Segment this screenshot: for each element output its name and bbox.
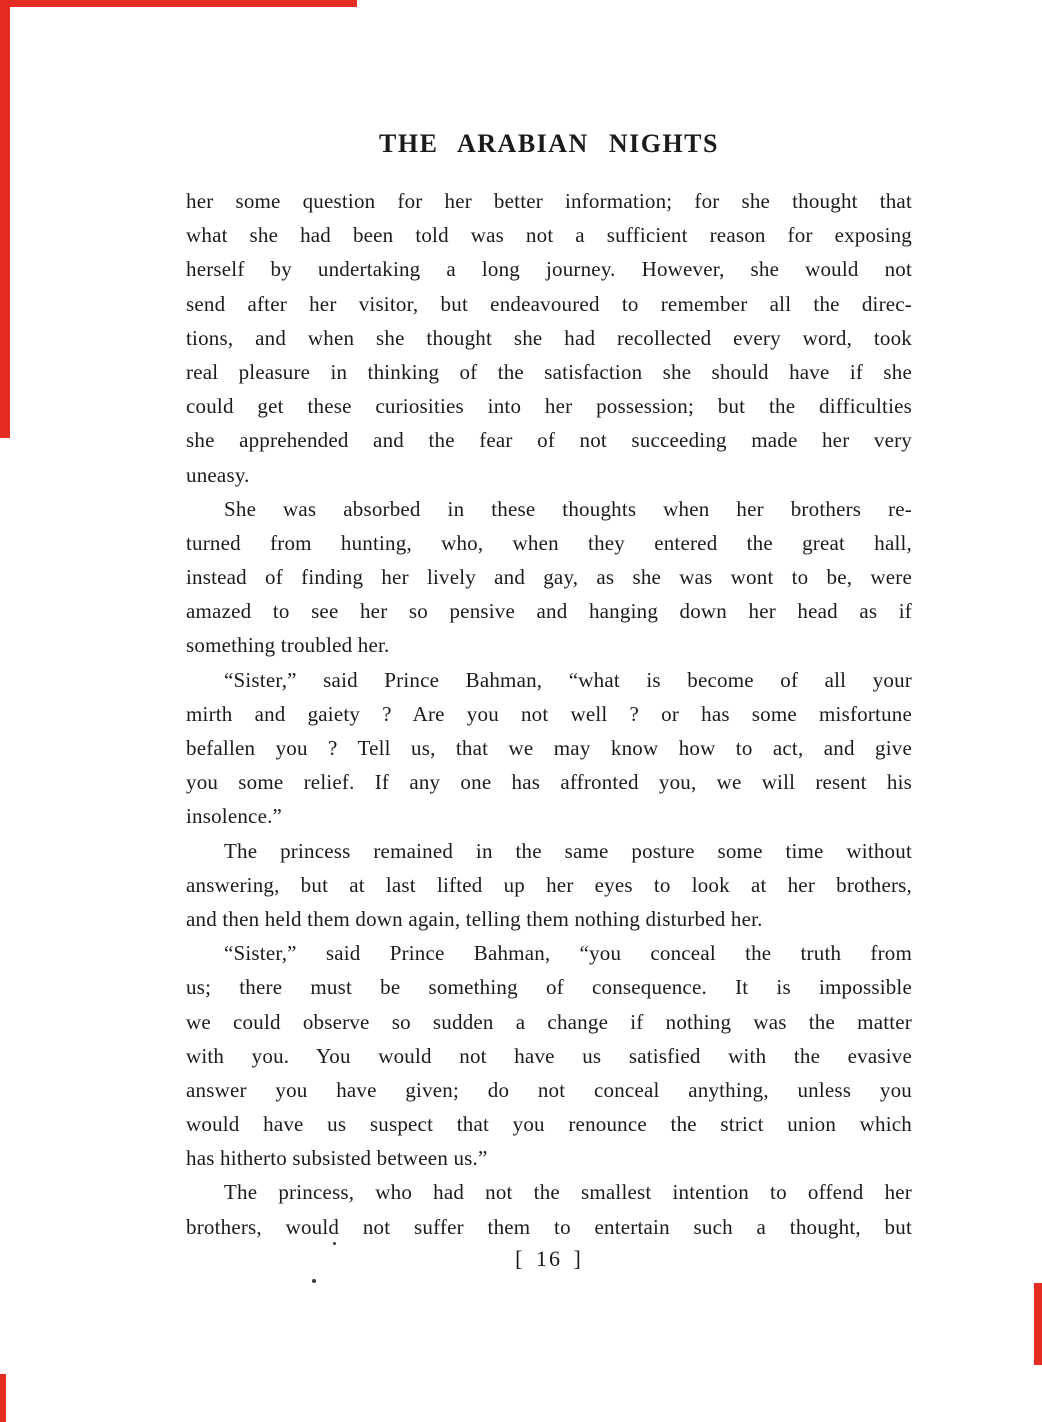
text-line: something troubled her. [186,633,390,658]
scan-edge-mark-bottom-left [0,1374,6,1422]
body-text [186,184,912,1244]
text-line: her some question for her better information; for she thought that [186,189,912,213]
text-line: send after her visitor, but endeavoured to remember all the direc- [186,291,912,316]
ink-speck [333,1242,336,1245]
text-line: would have us suspect that you renounce the strict union which [186,1112,912,1137]
text-line: us; there must be something of consequence. It is impossible [186,975,912,1000]
text-line: mirth and gaiety ? Are you not well ? or has some misfortune [186,701,912,726]
text-line: she apprehended and the fear of not succeeding made her very [186,428,912,453]
text-line: you some relief. If any one has affronted you, we will resent his [186,770,912,795]
ink-speck [312,1279,316,1283]
text-line: answer you have given; do not conceal anything, unless you [186,1077,912,1102]
text-line: and then held them down again, telling them nothing disturbed her. [186,906,763,931]
text-line: real pleasure in thinking of the satisfaction she should have if she [186,359,912,384]
text-line: brothers, would not suffer them to entertain such a thought, but [186,1214,912,1239]
text-line: uneasy. [186,462,250,487]
text-line: what she had been told was not a sufficient reason for exposing [186,223,912,248]
text-line: could get these curiosities into her possession; but the difficulties [186,394,912,419]
scan-edge-mark-left [0,0,10,438]
text-line: tions, and when she thought she had recollected every word, took [186,325,912,350]
page-number: [ 16 ] [515,1246,583,1271]
text-line: herself by undertaking a long journey. However, she would not [186,257,912,282]
text-line: with you. You would not have us satisfied with the evasive [186,1043,912,1068]
text-line: answering, but at last lifted up her eyes to look at her brothers, [186,872,912,897]
scan-edge-mark-top [0,0,357,7]
text-line: has hitherto subsisted between us.” [186,1146,488,1171]
text-line: amazed to see her so pensive and hanging down her head as if [186,599,912,624]
text-line: we could observe so sudden a change if nothing was the matter [186,1009,912,1034]
scan-edge-mark-right [1034,1283,1042,1365]
text-line: befallen you ? Tell us, that we may know how to act, and give [186,736,912,760]
text-line: instead of finding her lively and gay, as she was wont to be, were [186,565,912,590]
text-line: “Sister,” said Prince Bahman, “what is become of all your [224,667,912,692]
text-line: insolence.” [186,804,283,829]
text-line: “Sister,” said Prince Bahman, “you conceal the truth from [224,941,912,966]
text-line: turned from hunting, who, when they entered the great hall, [186,530,912,555]
text-line: She was absorbed in these thoughts when her brothers re- [224,496,912,521]
text-line: The princess, who had not the smallest intention to offend her [224,1180,912,1205]
text-line: The princess remained in the same posture some time without [224,838,912,863]
running-title: THE ARABIAN NIGHTS [379,129,719,158]
